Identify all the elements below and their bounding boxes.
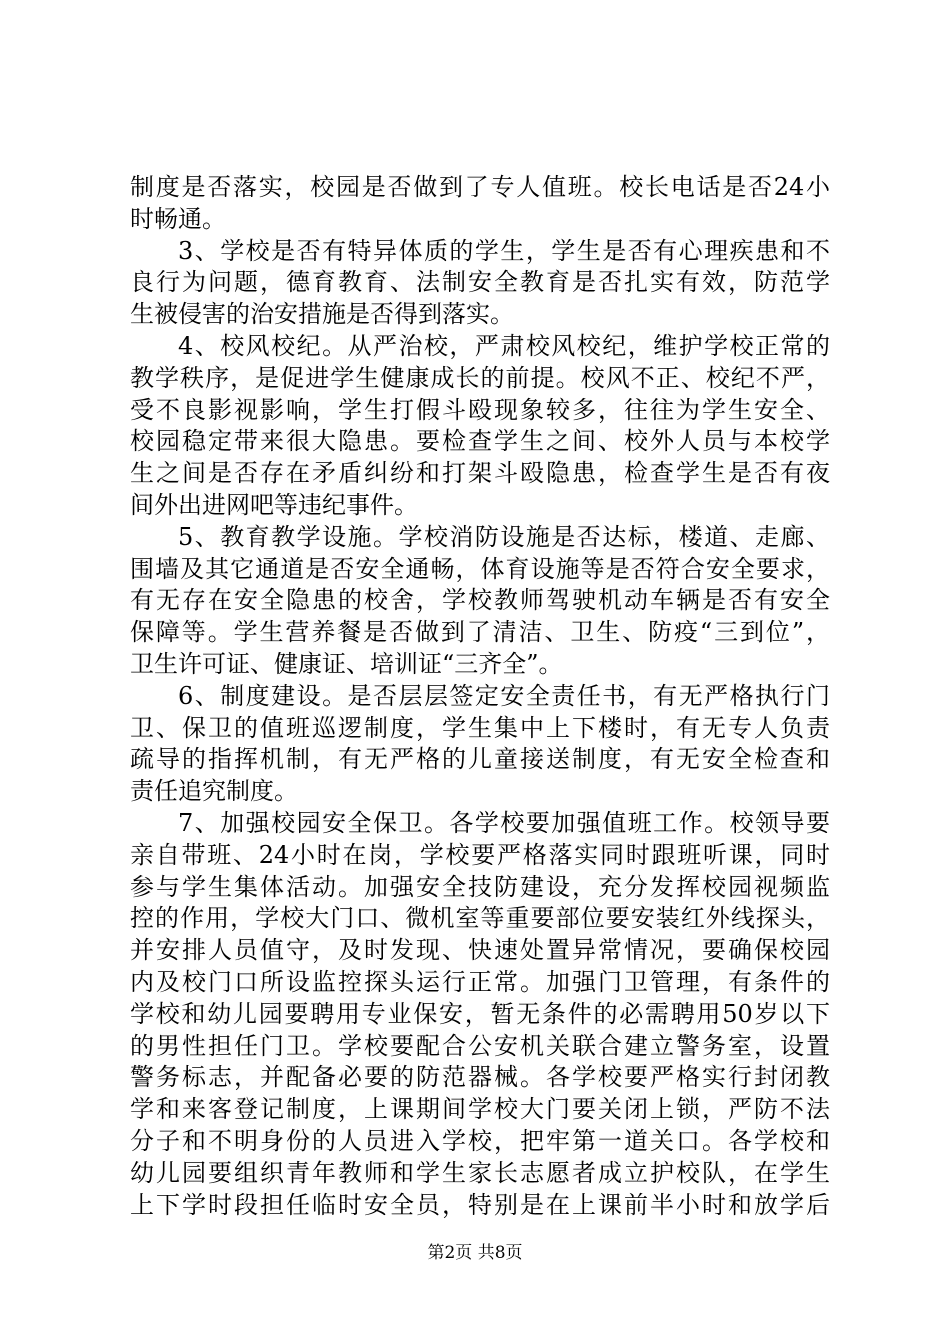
text-line: 间外出进网吧等违纪事件。 (130, 490, 418, 519)
text-line: 7、加强校园安全保卫。各学校要加强值班工作。校领导要 (178, 808, 830, 837)
text-line: 学和来客登记制度，上课期间学校大门要关闭上锁，严防不法 (130, 1095, 830, 1124)
text-line: 生之间是否存在矛盾纠纷和打架斗殴隐患，检查学生是否有夜 (130, 459, 830, 488)
text-line: 保障等。学生营养餐是否做到了清洁、卫生、防疫“三到位”， (130, 618, 830, 647)
text-line: 制度是否落实，校园是否做到了专人值班。校长电话是否24小 (130, 173, 830, 201)
text-line: 卫生许可证、健康证、培训证“三齐全”。 (130, 649, 563, 678)
text-line: 分子和不明身份的人员进入学校，把牢第一道关口。各学校和 (130, 1126, 830, 1155)
text-line: 控的作用，学校大门口、微机室等重要部位要安装红外线探头， (130, 904, 830, 933)
text-line: 6、制度建设。是否层层签定安全责任书，有无严格执行门 (178, 681, 830, 710)
text-line: 良行为问题，德育教育、法制安全教育是否扎实有效，防范学 (130, 268, 830, 297)
text-line: 有无存在安全隐患的校舍，学校教师驾驶机动车辆是否有安全 (130, 586, 830, 615)
text-line: 亲自带班、24小时在岗，学校要严格落实同时跟班听课，同时 (130, 840, 830, 869)
text-line: 校园稳定带来很大隐患。要检查学生之间、校外人员与本校学 (130, 427, 830, 456)
text-line: 内及校门口所设监控探头运行正常。加强门卫管理，有条件的 (130, 967, 830, 996)
text-line: 4、校风校纪。从严治校，严肃校风校纪，维护学校正常的 (178, 331, 830, 360)
text-line: 时畅通。 (130, 204, 226, 233)
text-line: 受不良影视影响，学生打假斗殴现象较多，往往为学生安全、 (130, 395, 830, 424)
text-line: 警务标志，并配备必要的防范器械。各学校要严格实行封闭教 (130, 1063, 830, 1092)
text-line: 幼儿园要组织青年教师和学生家长志愿者成立护校队，在学生 (130, 1158, 830, 1187)
text-line: 教学秩序，是促进学生健康成长的前提。校风不正、校纪不严， (130, 363, 830, 392)
text-line: 5、教育教学设施。学校消防设施是否达标，楼道、走廊、 (178, 522, 830, 551)
text-line: 围墙及其它通道是否安全通畅，体育设施等是否符合安全要求， (130, 554, 830, 583)
page-number-footer: 第2页 共8页 (427, 1243, 523, 1263)
text-line: 参与学生集体活动。加强安全技防建设，充分发挥校园视频监 (130, 872, 830, 901)
text-line: 上下学时段担任临时安全员，特别是在上课前半小时和放学后 (130, 1190, 830, 1219)
text-line: 的男性担任门卫。学校要配合公安机关联合建立警务室，设置 (130, 1031, 830, 1060)
text-line: 学校和幼儿园要聘用专业保安，暂无条件的必需聘用50岁以下 (130, 999, 830, 1028)
text-line: 3、学校是否有特异体质的学生，学生是否有心理疾患和不 (178, 236, 830, 265)
text-line: 并安排人员值守，及时发现、快速处置异常情况，要确保校园 (130, 936, 830, 965)
text-line: 疏导的指挥机制，有无严格的儿童接送制度，有无安全检查和 (130, 745, 830, 774)
text-line: 卫、保卫的值班巡逻制度，学生集中上下楼时，有无专人负责 (130, 713, 830, 742)
document-body (130, 172, 830, 1221)
text-line: 责任追究制度。 (130, 777, 298, 806)
text-line: 生被侵害的治安措施是否得到落实。 (130, 300, 514, 329)
